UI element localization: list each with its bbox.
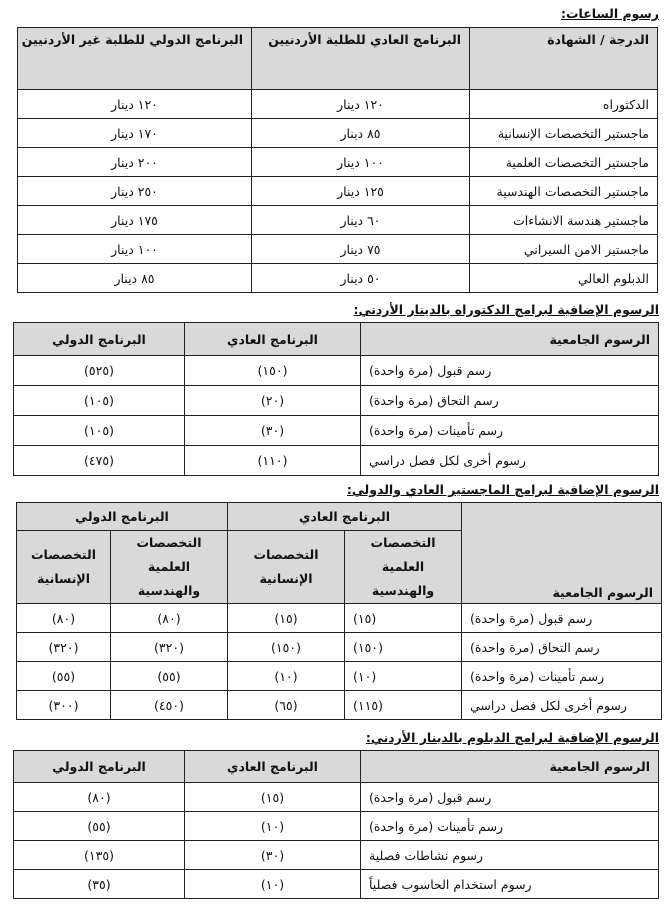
fee-name-cell: رسوم أخرى لكل فصل دراسي — [361, 446, 659, 476]
fee-name-cell: رسم تأمينات (مرة واحدة) — [361, 416, 659, 446]
international-fee-cell: (٤٧٥) — [14, 446, 185, 476]
international-fee-cell: (٨٠) — [14, 783, 185, 812]
international-fee-cell: (٥٥) — [14, 812, 185, 841]
hours-fees-title: رسوم الساعات: — [560, 6, 659, 21]
regular-fee-cell: ١٢٥ دينار — [252, 177, 470, 206]
table-row — [14, 446, 659, 476]
degree-cell: ماجستير التخصصات العلمية — [470, 148, 658, 177]
table-row — [14, 783, 659, 812]
international-fee-cell: ١٧٥ دينار — [18, 206, 252, 235]
fee-name-cell: رسم قبول (مرة واحدة) — [462, 604, 662, 633]
regular-sci-eng-fee-cell: (١٥) — [345, 604, 462, 633]
international-program-column-header: البرنامج الدولي — [14, 323, 185, 356]
fee-name-cell: رسوم أخرى لكل فصل دراسي — [462, 691, 662, 720]
fee-name-cell: رسم تأمينات (مرة واحدة) — [361, 812, 659, 841]
degree-cell: الدكتوراه — [470, 90, 658, 119]
university-fees-column-header: الرسوم الجامعية — [361, 323, 659, 356]
international-fee-cell: (١٣٥) — [14, 841, 185, 870]
regular-fee-cell: ٥٠ دينار — [252, 264, 470, 293]
degree-cell: ماجستير التخصصات الهندسية — [470, 177, 658, 206]
degree-cell: الدبلوم العالي — [470, 264, 658, 293]
masters-fees-title: الرسوم الإضافية لبرامج الماجستير العادي والدولي: — [346, 482, 659, 497]
international-program-column-header: البرنامج الدولي — [14, 751, 185, 783]
regular-humanities-fee-cell: (١٥٠) — [228, 633, 345, 662]
regular-humanities-fee-cell: (٦٥) — [228, 691, 345, 720]
table-row — [14, 841, 659, 870]
regular-sci-eng-header: التخصصات العلمية والهندسية — [345, 531, 462, 604]
table-row — [18, 119, 658, 148]
international-humanities-header: التخصصات الإنسانية — [17, 531, 111, 604]
university-fees-column-header: الرسوم الجامعية — [462, 503, 662, 604]
regular-sci-eng-fee-cell: (١١٥) — [345, 691, 462, 720]
regular-sci-eng-fee-cell: (١٥٠) — [345, 633, 462, 662]
fee-name-cell: رسم قبول (مرة واحدة) — [361, 783, 659, 812]
international-fee-cell: ١٧٠ دينار — [18, 119, 252, 148]
international-sci-eng-header: التخصصات العلمية والهندسية — [111, 531, 228, 604]
regular-humanities-fee-cell: (١٥) — [228, 604, 345, 633]
regular-fee-cell: (١٥٠) — [185, 356, 361, 386]
hours-fees-table — [17, 27, 658, 293]
regular-fee-cell: ٧٥ دينار — [252, 235, 470, 264]
table-row — [17, 604, 662, 633]
university-fees-column-header: الرسوم الجامعية — [361, 751, 659, 783]
table-row — [17, 662, 662, 691]
table-row — [14, 416, 659, 446]
international-humanities-fee-cell: (٣٢٠) — [17, 633, 111, 662]
table-row — [18, 148, 658, 177]
table-row — [17, 691, 662, 720]
international-fee-cell: (١٠٥) — [14, 386, 185, 416]
fee-name-cell: رسوم استخدام الحاسوب فصلياً — [361, 870, 659, 899]
regular-program-column-header: البرنامج العادي — [228, 503, 462, 531]
regular-program-column-header: البرنامج العادي — [185, 751, 361, 783]
table-row — [14, 356, 659, 386]
regular-program-column-header: البرنامج العادي — [185, 323, 361, 356]
regular-fee-cell: (١١٠) — [185, 446, 361, 476]
fee-name-cell: رسم قبول (مرة واحدة) — [361, 356, 659, 386]
international-fee-cell: ٢٥٠ دينار — [18, 177, 252, 206]
table-row — [14, 386, 659, 416]
table-row — [17, 633, 662, 662]
regular-fee-cell: ٦٠ دينار — [252, 206, 470, 235]
international-fee-cell: ١٠٠ دينار — [18, 235, 252, 264]
regular-fee-cell: (١٠) — [185, 812, 361, 841]
degree-cell: ماجستير التخصصات الإنسانية — [470, 119, 658, 148]
international-fee-cell: ٨٥ دينار — [18, 264, 252, 293]
diploma-fees-title: الرسوم الإضافية لبرامج الدبلوم بالدينار الأردني: — [365, 730, 659, 745]
degree-cell: ماجستير هندسة الانشاءات — [470, 206, 658, 235]
international-humanities-fee-cell: (٨٠) — [17, 604, 111, 633]
degree-column-header: الدرجة / الشهادة — [470, 28, 658, 90]
regular-fee-cell: (٣٠) — [185, 841, 361, 870]
masters-fees-table — [16, 502, 662, 720]
regular-humanities-fee-cell: (١٠) — [228, 662, 345, 691]
regular-fee-cell: ٨٥ دينار — [252, 119, 470, 148]
fee-name-cell: رسوم نشاطات فصلية — [361, 841, 659, 870]
degree-cell: ماجستير الامن السيراني — [470, 235, 658, 264]
international-humanities-fee-cell: (٣٠٠) — [17, 691, 111, 720]
table-row — [18, 206, 658, 235]
regular-fee-cell: (٣٠) — [185, 416, 361, 446]
table-row — [14, 812, 659, 841]
international-humanities-fee-cell: (٥٥) — [17, 662, 111, 691]
regular-fee-cell: (١٥) — [185, 783, 361, 812]
fee-name-cell: رسم تأمينات (مرة واحدة) — [462, 662, 662, 691]
table-row — [14, 870, 659, 899]
regular-sci-eng-fee-cell: (١٠) — [345, 662, 462, 691]
fee-name-cell: رسم التحاق (مرة واحدة) — [462, 633, 662, 662]
doctorate-fees-table — [13, 322, 659, 476]
international-sci-eng-fee-cell: (٣٢٠) — [111, 633, 228, 662]
table-row — [18, 177, 658, 206]
international-program-column-header: البرنامج الدولي — [17, 503, 228, 531]
international-fee-cell: (٣٥) — [14, 870, 185, 899]
international-program-column-header: البرنامج الدولي للطلبة غير الأردنيين — [18, 28, 252, 90]
international-sci-eng-fee-cell: (٨٠) — [111, 604, 228, 633]
table-row — [18, 264, 658, 293]
regular-fee-cell: (١٠) — [185, 870, 361, 899]
international-fee-cell: ٢٠٠ دينار — [18, 148, 252, 177]
table-row — [18, 90, 658, 119]
fee-name-cell: رسم التحاق (مرة واحدة) — [361, 386, 659, 416]
regular-fee-cell: (٢٠) — [185, 386, 361, 416]
doctorate-fees-title: الرسوم الإضافية لبرامج الدكتوراه بالدينار الأردني: — [353, 302, 659, 317]
international-sci-eng-fee-cell: (٤٥٠) — [111, 691, 228, 720]
international-fee-cell: ١٢٠ دينار — [18, 90, 252, 119]
regular-program-column-header: البرنامج العادي للطلبة الأردنيين — [252, 28, 470, 90]
regular-fee-cell: ١٢٠ دينار — [252, 90, 470, 119]
international-sci-eng-fee-cell: (٥٥) — [111, 662, 228, 691]
table-row — [18, 235, 658, 264]
regular-humanities-header: التخصصات الإنسانية — [228, 531, 345, 604]
international-fee-cell: (١٠٥) — [14, 416, 185, 446]
diploma-fees-table — [13, 750, 659, 899]
regular-fee-cell: ١٠٠ دينار — [252, 148, 470, 177]
international-fee-cell: (٥٢٥) — [14, 356, 185, 386]
